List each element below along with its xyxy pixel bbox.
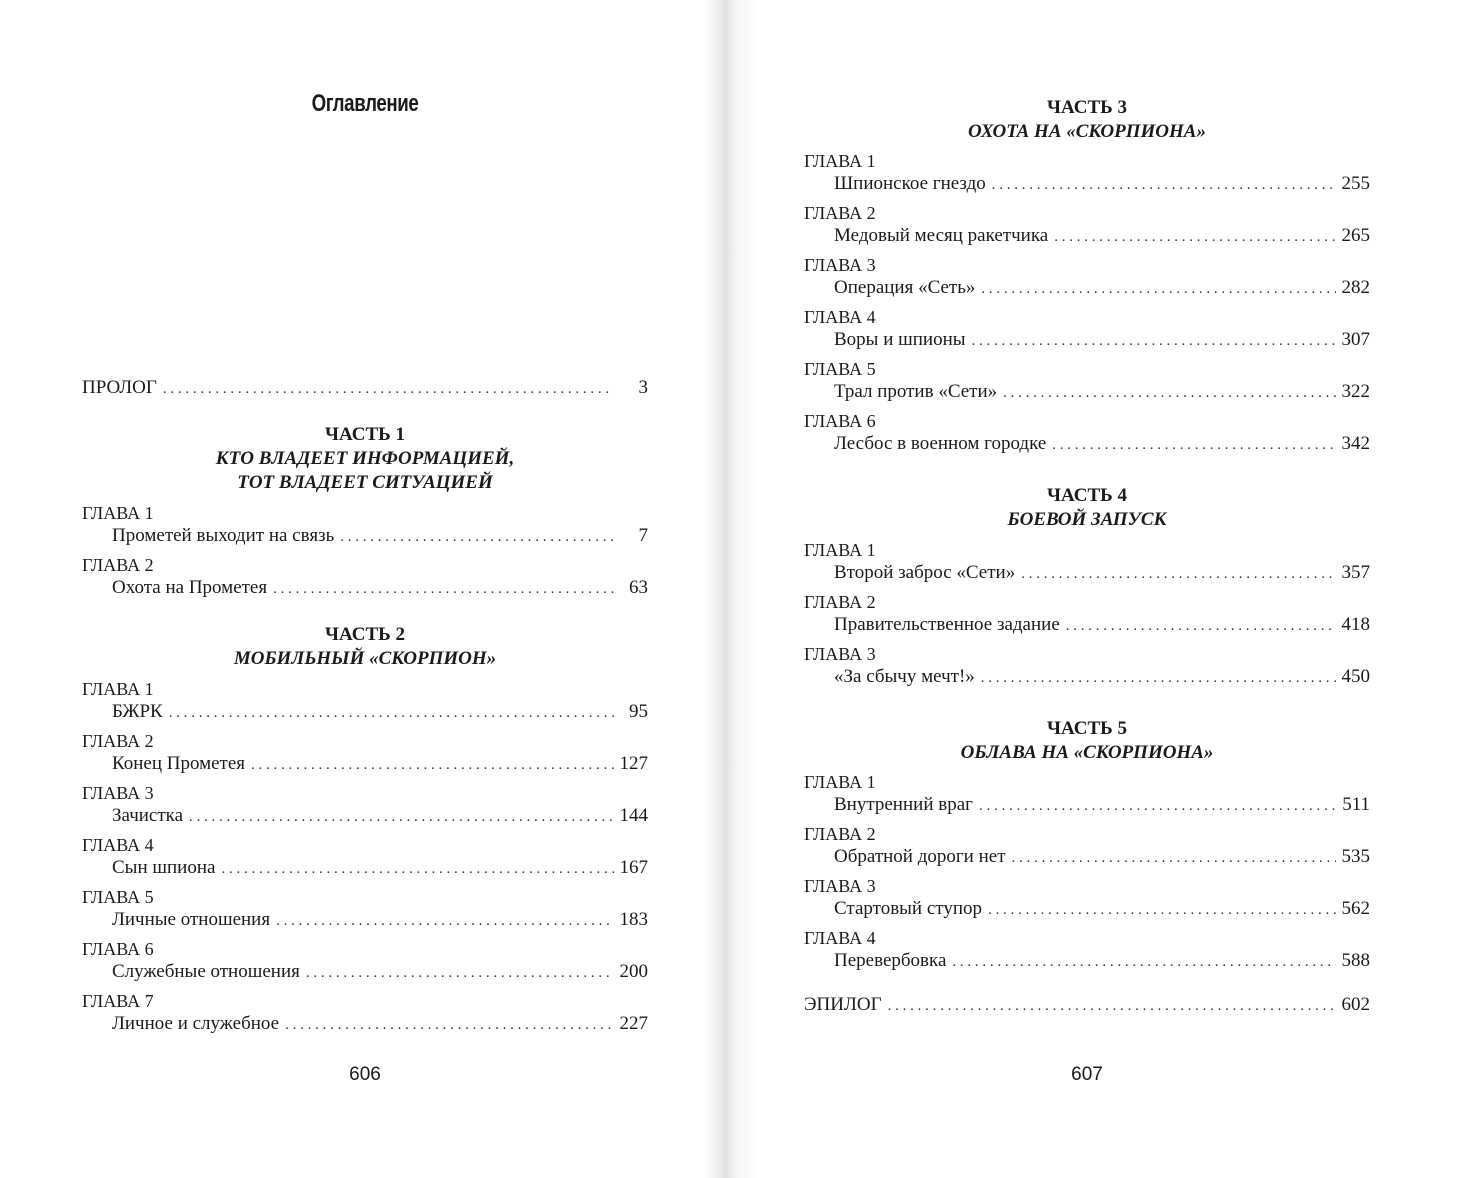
toc-entry bbox=[834, 379, 1370, 405]
entry-title: Операция «Сеть» bbox=[834, 277, 976, 298]
entry-page: 7 bbox=[638, 525, 648, 546]
leader-dots bbox=[163, 376, 614, 402]
toc-entry-prologue bbox=[82, 375, 648, 401]
toc-entry bbox=[834, 327, 1370, 353]
leader-dots bbox=[340, 524, 614, 550]
chapter-label: ГЛАВА 3 bbox=[82, 783, 154, 803]
leader-dots bbox=[979, 793, 1336, 819]
leader-dots bbox=[1003, 380, 1335, 406]
leader-dots bbox=[981, 665, 1336, 691]
entry-title: Шпионское гнездо bbox=[834, 173, 986, 194]
toc-entry bbox=[112, 699, 648, 725]
leader-dots bbox=[169, 700, 614, 726]
chapter-label: ГЛАВА 2 bbox=[804, 203, 876, 223]
chapter-label: ГЛАВА 1 bbox=[82, 503, 154, 523]
chapter-label: ГЛАВА 4 bbox=[82, 835, 154, 855]
toc-entry bbox=[834, 896, 1370, 922]
toc-entry bbox=[112, 751, 648, 777]
entry-title: Служебные отношения bbox=[112, 961, 300, 982]
entry-title: Трал против «Сети» bbox=[834, 381, 998, 402]
chapter-label: ГЛАВА 5 bbox=[804, 359, 876, 379]
part-subtitle: ТОТ ВЛАДЕЕТ СИТУАЦИЕЙ bbox=[237, 472, 493, 493]
entry-title: «За сбычу мечт!» bbox=[834, 666, 975, 687]
toc-entry bbox=[834, 171, 1370, 197]
toc-entry bbox=[834, 844, 1370, 870]
entry-title: БЖРК bbox=[112, 701, 163, 722]
entry-page: 255 bbox=[1341, 173, 1370, 194]
leader-dots bbox=[981, 276, 1335, 302]
entry-title: Личные отношения bbox=[112, 909, 271, 930]
leader-dots bbox=[1054, 224, 1335, 250]
entry-page: 511 bbox=[1342, 794, 1370, 815]
entry-page: 562 bbox=[1341, 898, 1370, 919]
entry-page: 322 bbox=[1341, 381, 1370, 402]
entry-title: Зачистка bbox=[112, 805, 184, 826]
toc-entry bbox=[112, 803, 648, 829]
toc-entry bbox=[834, 275, 1370, 301]
leader-dots bbox=[1012, 845, 1336, 871]
leader-dots bbox=[306, 960, 614, 986]
chapter-label: ГЛАВА 3 bbox=[804, 876, 876, 896]
leader-dots bbox=[276, 908, 613, 934]
entry-title: Стартовый ступор bbox=[834, 898, 983, 919]
part-label: ЧАСТЬ 3 bbox=[1047, 97, 1127, 118]
toc-entry bbox=[834, 948, 1370, 974]
part-label: ЧАСТЬ 4 bbox=[1047, 485, 1127, 506]
right-page bbox=[727, 0, 1459, 1178]
entry-title: Медовый месяц ракетчика bbox=[834, 225, 1049, 246]
entry-page: 3 bbox=[638, 377, 648, 398]
entry-page: 282 bbox=[1341, 277, 1370, 298]
chapter-label: ГЛАВА 2 bbox=[804, 824, 876, 844]
entry-page: 144 bbox=[619, 805, 648, 826]
entry-title: Правительственное задание bbox=[834, 614, 1060, 635]
entry-title: Конец Прометея bbox=[112, 753, 246, 774]
chapter-label: ГЛАВА 4 bbox=[804, 928, 876, 948]
chapter-label: ГЛАВА 1 bbox=[804, 540, 876, 560]
toc-entry bbox=[834, 664, 1370, 690]
entry-page: 450 bbox=[1341, 666, 1370, 687]
entry-page: 95 bbox=[629, 701, 648, 722]
toc-entry bbox=[112, 575, 648, 601]
entry-title: Личное и служебное bbox=[112, 1013, 280, 1034]
chapter-label: ГЛАВА 4 bbox=[804, 307, 876, 327]
leader-dots bbox=[285, 1012, 613, 1038]
entry-page: 200 bbox=[619, 961, 648, 982]
chapter-label: ГЛАВА 5 bbox=[82, 887, 154, 907]
entry-page: 167 bbox=[619, 857, 648, 878]
chapter-label: ГЛАВА 1 bbox=[804, 151, 876, 171]
entry-page: 342 bbox=[1341, 433, 1370, 454]
entry-page: 307 bbox=[1341, 329, 1370, 350]
entry-page: 63 bbox=[629, 577, 648, 598]
entry-title: Прометей выходит на связь bbox=[112, 525, 335, 546]
page-number: 606 bbox=[349, 1064, 381, 1085]
entry-page: 357 bbox=[1341, 562, 1370, 583]
page-number: 607 bbox=[1071, 1064, 1103, 1085]
toc-entry bbox=[834, 560, 1370, 586]
chapter-label: ГЛАВА 7 bbox=[82, 991, 154, 1011]
leader-dots bbox=[1052, 432, 1335, 458]
leader-dots bbox=[888, 993, 1336, 1019]
part-subtitle: ОХОТА НА «СКОРПИОНА» bbox=[968, 121, 1206, 142]
toc-entry-epilogue bbox=[804, 992, 1370, 1018]
part-subtitle: БОЕВОЙ ЗАПУСК bbox=[1007, 509, 1167, 530]
leader-dots bbox=[273, 576, 614, 602]
toc-heading: Оглавление bbox=[311, 90, 419, 117]
part-subtitle: ОБЛАВА НА «СКОРПИОНА» bbox=[960, 742, 1214, 763]
toc-entry bbox=[112, 907, 648, 933]
entry-page: 127 bbox=[619, 753, 648, 774]
entry-page: 418 bbox=[1341, 614, 1370, 635]
toc-entry bbox=[834, 431, 1370, 457]
gutter-shadow bbox=[705, 0, 727, 1178]
entry-title: Второй заброс «Сети» bbox=[834, 562, 1016, 583]
toc-entry bbox=[834, 792, 1370, 818]
part-label: ЧАСТЬ 5 bbox=[1047, 718, 1127, 739]
entry-title: Лесбос в военном городке bbox=[834, 433, 1047, 454]
leader-dots bbox=[952, 949, 1335, 975]
toc-entry bbox=[112, 1011, 648, 1037]
toc-entry bbox=[834, 612, 1370, 638]
chapter-label: ГЛАВА 3 bbox=[804, 644, 876, 664]
part-label: ЧАСТЬ 2 bbox=[325, 624, 405, 645]
chapter-label: ГЛАВА 3 bbox=[804, 255, 876, 275]
toc-entry bbox=[112, 523, 648, 549]
leader-dots bbox=[1066, 613, 1336, 639]
entry-page: 588 bbox=[1341, 950, 1370, 971]
leader-dots bbox=[992, 172, 1336, 198]
leader-dots bbox=[972, 328, 1336, 354]
entry-title: Обратной дороги нет bbox=[834, 846, 1006, 867]
chapter-label: ГЛАВА 2 bbox=[804, 592, 876, 612]
chapter-label: ГЛАВА 6 bbox=[82, 939, 154, 959]
toc-entry bbox=[112, 855, 648, 881]
toc-entry bbox=[834, 223, 1370, 249]
entry-page: 535 bbox=[1341, 846, 1370, 867]
toc-entry bbox=[112, 959, 648, 985]
leader-dots bbox=[189, 804, 613, 830]
chapter-label: ГЛАВА 2 bbox=[82, 731, 154, 751]
part-subtitle: КТО ВЛАДЕЕТ ИНФОРМАЦИЕЙ, bbox=[215, 448, 515, 469]
leader-dots bbox=[988, 897, 1335, 923]
entry-title: ПРОЛОГ bbox=[82, 377, 157, 398]
entry-page: 183 bbox=[619, 909, 648, 930]
entry-page: 227 bbox=[619, 1013, 648, 1034]
entry-title: Внутренний враг bbox=[834, 794, 973, 815]
entry-title: Сын шпиона bbox=[112, 857, 216, 878]
part-subtitle: МОБИЛЬНЫЙ «СКОРПИОН» bbox=[233, 648, 497, 669]
entry-title: ЭПИЛОГ bbox=[804, 994, 882, 1015]
entry-page: 265 bbox=[1341, 225, 1370, 246]
leader-dots bbox=[251, 752, 613, 778]
leader-dots bbox=[221, 856, 613, 882]
left-page bbox=[0, 0, 727, 1178]
leader-dots bbox=[1021, 561, 1335, 587]
entry-title: Охота на Прометея bbox=[112, 577, 268, 598]
entry-title: Воры и шпионы bbox=[834, 329, 966, 350]
chapter-label: ГЛАВА 6 bbox=[804, 411, 876, 431]
chapter-label: ГЛАВА 1 bbox=[804, 772, 876, 792]
chapter-label: ГЛАВА 1 bbox=[82, 679, 154, 699]
chapter-label: ГЛАВА 2 bbox=[82, 555, 154, 575]
part-label: ЧАСТЬ 1 bbox=[325, 424, 405, 445]
entry-title: Перевербовка bbox=[834, 950, 947, 971]
entry-page: 602 bbox=[1341, 994, 1370, 1015]
